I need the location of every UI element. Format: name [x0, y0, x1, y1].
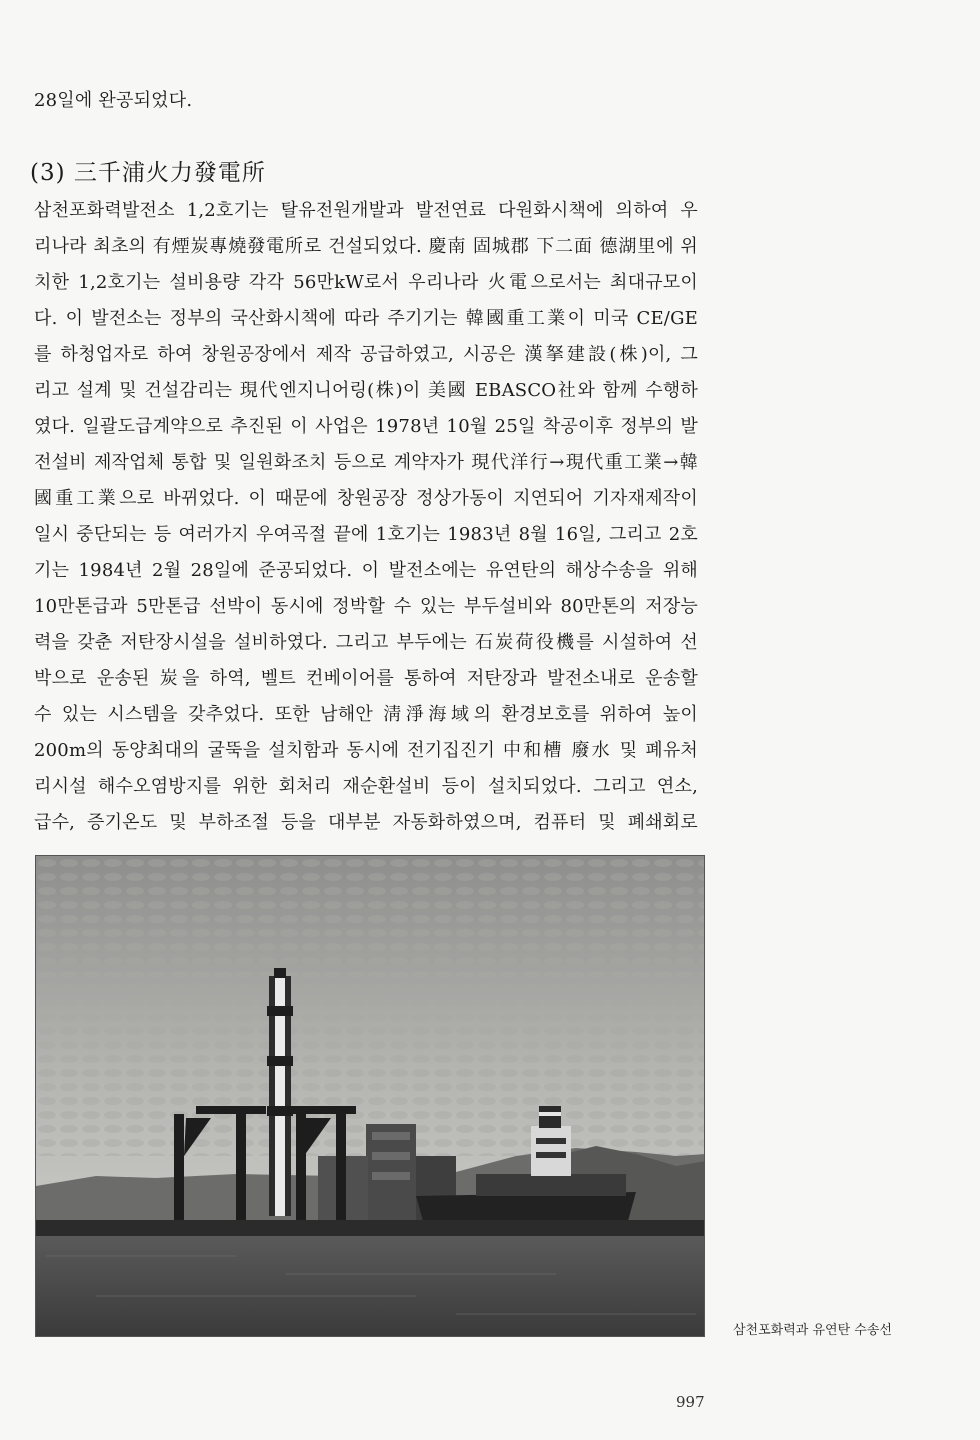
body-line: 였다. 일괄도급계약으로 추진된 이 사업은 1978년 10월 25일 착공이후 정부의 발 [34, 416, 698, 437]
body-line: 리나라 최초의 有煙炭專燒發電所로 건설되었다. 慶南 固城郡 下二面 德湖里에 위 [34, 236, 698, 257]
body-line: 박으로 운송된 炭을 하역, 벨트 컨베이어를 통하여 저탄장과 발전소내로 운송할 [34, 668, 698, 689]
body-line: 급수, 증기온도 및 부하조절 등을 대부분 자동화하였으며, 컴퓨터 및 폐쇄회로 [34, 812, 698, 833]
photo-caption: 삼천포화력과 유연탄 수송선 [733, 1323, 892, 1338]
body-line: 삼천포화력발전소 1,2호기는 탈유전원개발과 발전연료 다원화시책에 의하여 우 [34, 200, 698, 221]
body-line: 리고 설계 및 건설감리는 現代엔지니어링(株)이 美國 EBASCO社와 함께 수행하 [34, 380, 698, 401]
body-line: 리시설 해수오염방지를 위한 회처리 재순환설비 등이 설치되었다. 그리고 연소, [34, 776, 698, 797]
body-line: 수 있는 시스템을 갖추었다. 또한 남해안 淸淨海域의 환경보호를 위하여 높이 [34, 704, 698, 725]
page-number: 997 [676, 1393, 705, 1411]
body-line: 전설비 제작업체 통합 및 일원화조치 등으로 계약자가 現代洋行→現代重工業→韓 [34, 452, 698, 473]
body-line: 200m의 동양최대의 굴뚝을 설치함과 동시에 전기집진기 中和槽 廢水 및 폐유처 [34, 740, 698, 761]
continuation-line: 28일에 완공되었다. [34, 90, 193, 111]
body-line: 10만톤급과 5만톤급 선박이 동시에 정박할 수 있는 부두설비와 80만톤의 저장능 [34, 596, 698, 617]
body-line: 다. 이 발전소는 정부의 국산화시책에 따라 주기기는 韓國重工業이 미국 CE/GE [34, 308, 698, 329]
section-heading: (3) 三千浦火力發電所 [30, 160, 266, 186]
body-line: 를 하청업자로 하여 창원공장에서 제작 공급하였고, 시공은 漢拏建設(株)이, 그 [34, 344, 698, 365]
body-line: 치한 1,2호기는 설비용량 각각 56만kW로서 우리나라 火電으로서는 최대규모이 [34, 272, 698, 293]
body-line: 력을 갖춘 저탄장시설을 설비하였다. 그리고 부두에는 石炭荷役機를 시설하여 선 [34, 632, 698, 653]
power-plant-photo [35, 855, 705, 1337]
body-line: 일시 중단되는 등 여러가지 우여곡절 끝에 1호기는 1983년 8월 16일, 그리고 2호 [34, 524, 698, 545]
body-line: 國重工業으로 바뀌었다. 이 때문에 창원공장 정상가동이 지연되어 기자재제작이 [34, 488, 698, 509]
body-line: 기는 1984년 2월 28일에 준공되었다. 이 발전소에는 유연탄의 해상수송을 위해 [34, 560, 698, 581]
